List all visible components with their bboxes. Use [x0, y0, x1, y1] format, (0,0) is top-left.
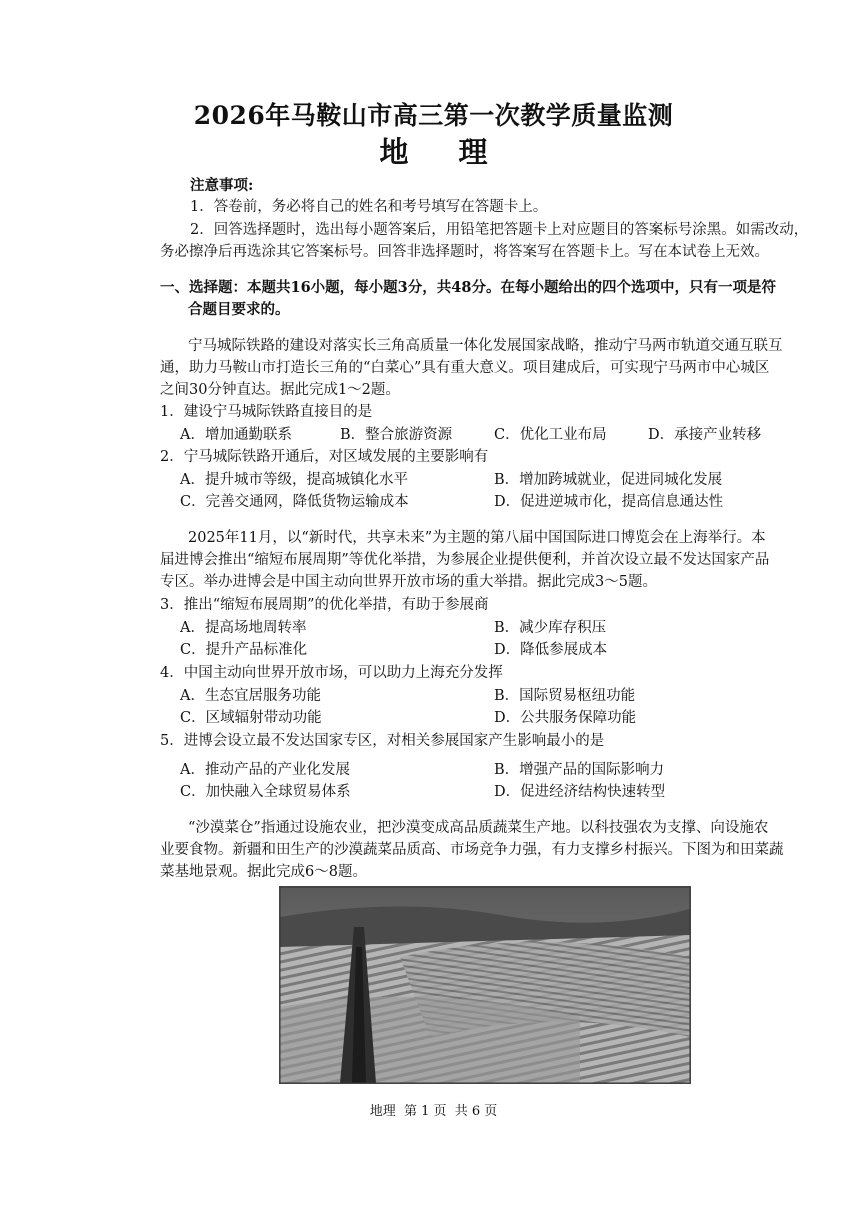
question-2-option-b: B．增加跨城就业，促进同城化发展: [494, 472, 723, 488]
question-4-option-d: D．公共服务保障功能: [494, 710, 637, 726]
question-1-option-a: A．增加通勤联系: [180, 427, 292, 443]
question-3-option-b: B．减少库存积压: [494, 620, 607, 636]
question-4-option-c: C．区域辐射带动功能: [180, 710, 322, 726]
notice-item-1: 1．答卷前，务必将自己的姓名和考号填写在答题卡上。: [190, 199, 548, 215]
question-3-option-d: D．降低参展成本: [494, 642, 608, 658]
question-2-option-c: C．完善交通网，降低货物运输成本: [180, 494, 409, 510]
question-1-option-c: C．优化工业布局: [494, 427, 607, 443]
question-3-stem: 3．推出“缩短布展周期”的优化举措，有助于参展商: [160, 597, 489, 613]
section-heading-line-2: 合题目要求的。: [188, 301, 290, 318]
passage-3-line-2: 业要食物。新疆和田生产的沙漠蔬菜品质高、市场竞争力强，有力支撑乡村振兴。下图为和田菜蔬: [160, 842, 784, 858]
question-1-option-b: B．整合旅游资源: [340, 427, 453, 443]
section-heading-line-1: 一、选择题：本题共16小题，每小题3分，共48分。在每小题给出的四个选项中，只有一项是符: [160, 279, 776, 296]
subject-title: 地 理: [379, 135, 508, 169]
exam-title: 2026年马鞍山市高三第一次教学质量监测: [193, 101, 674, 130]
question-1-option-d: D．承接产业转移: [648, 427, 762, 443]
question-3-option-a: A．提高场地周转率: [180, 620, 307, 636]
question-1-stem: 1．建设宁马城际铁路直接目的是: [160, 404, 373, 420]
question-4-option-a: A．生态宜居服务功能: [180, 688, 321, 704]
question-5-option-c: C．加快融入全球贸易体系: [180, 784, 351, 800]
question-4-stem: 4．中国主动向世界开放市场，可以助力上海充分发挥: [160, 665, 503, 681]
passage-2-line-2: 届进博会推出“缩短布展周期”等优化举措，为参展企业提供便利，并首次设立最不发达国家产品: [160, 552, 770, 568]
passage-1-line-3: 之间30分钟直达。据此完成1～2题。: [160, 382, 400, 398]
question-5-option-b: B．增强产品的国际影响力: [494, 762, 665, 778]
notice-heading: 注意事项:: [190, 177, 254, 194]
question-5-option-d: D．促进经济结构快速转型: [494, 784, 666, 800]
question-3-option-c: C．提升产品标准化: [180, 642, 308, 658]
question-4-option-b: B．国际贸易枢纽功能: [494, 688, 636, 704]
question-2-option-d: D．促进逆城市化，提高信息通达性: [494, 494, 724, 510]
passage-3-line-1: “沙漠菜仓”指通过设施农业，把沙漠变成高品质蔬菜生产地。以科技强农为支撑、向设施农: [188, 820, 769, 836]
notice-item-2-line-2: 务必擦净后再选涂其它答案标号。回答非选择题时，将答案写在答题卡上。写在本试卷上无效。: [160, 244, 769, 260]
question-2-option-a: A．提升城市等级，提高城镇化水平: [180, 472, 408, 488]
page-footer: 地理 第 1 页 共 6 页: [369, 1104, 498, 1119]
passage-2-line-1: 2025年11月，以“新时代，共享未来”为主题的第八届中国国际进口博览会在上海举行。本: [188, 530, 766, 546]
passage-1-line-1: 宁马城际铁路的建设对落实长三角高质量一体化发展国家战略，推动宁马两市轨道交通互联互: [188, 338, 783, 354]
passage-1-line-2: 通，助力马鞍山市打造长三角的“白菜心”具有重大意义。项目建成后，可实现宁马两市中心城区: [160, 360, 770, 376]
vegetable-base-photo: [279, 886, 691, 1084]
passage-3-line-3: 菜基地景观。据此完成6～8题。: [160, 864, 367, 880]
notice-item-2-line-1: 2．回答选择题时，选出每小题答案后，用铅笔把答题卡上对应题目的答案标号涂黑。如需改动，: [190, 222, 809, 238]
question-2-stem: 2．宁马城际铁路开通后，对区域发展的主要影响有: [160, 449, 489, 465]
passage-2-line-3: 专区。举办进博会是中国主动向世界开放市场的重大举措。据此完成3～5题。: [160, 574, 657, 590]
question-5-option-a: A．推动产品的产业化发展: [180, 762, 350, 778]
question-5-stem: 5．进博会设立最不发达国家专区，对相关参展国家产生影响最小的是: [160, 733, 605, 749]
